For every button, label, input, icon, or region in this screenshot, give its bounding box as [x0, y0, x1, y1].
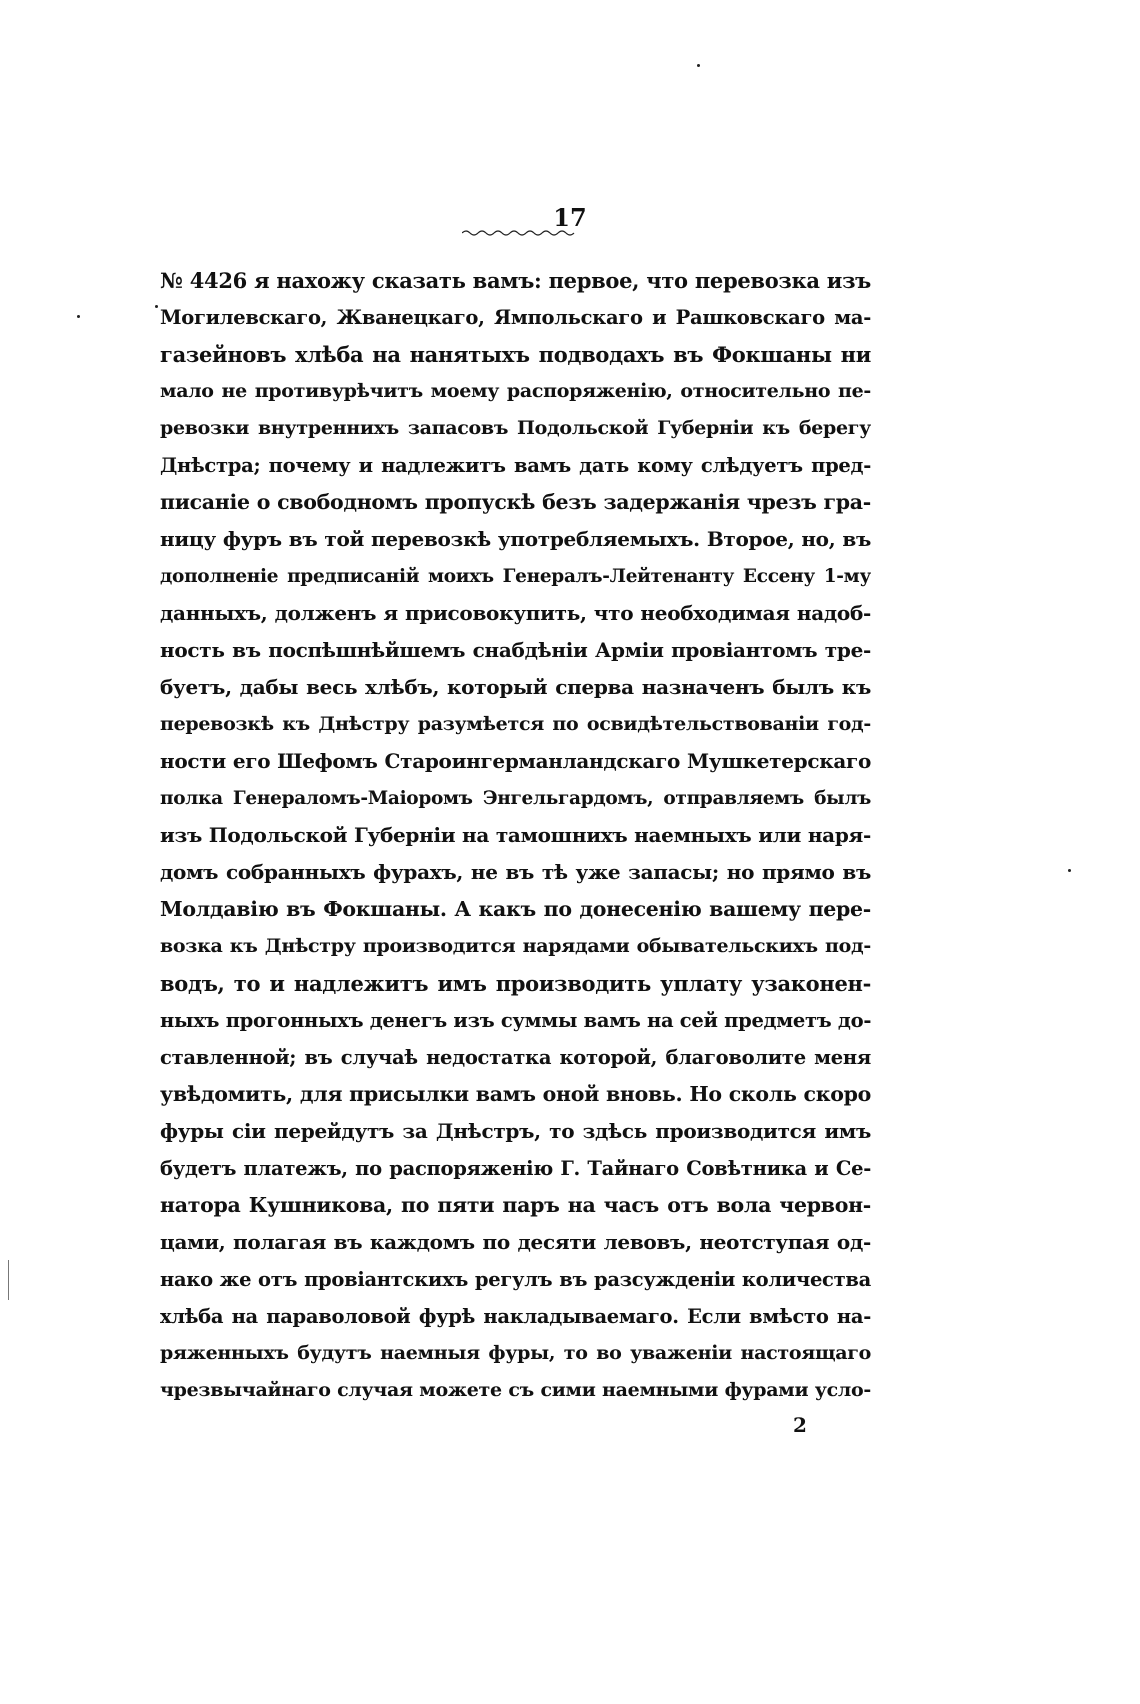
- text-line: нако же отъ провіантскихъ регулъ въ разсужденіи количества: [160, 1268, 871, 1291]
- scan-margin-line: [8, 1260, 9, 1300]
- page-number: 17: [553, 203, 587, 232]
- text-line: чрезвычайнаго случая можете съ сими наемными фурами усло-: [160, 1379, 871, 1401]
- text-line: № 4426 я нахожу сказать вамъ: первое, что перевозка изъ: [160, 268, 871, 293]
- text-line: ряженныхъ будутъ наемныя фуры, то во уваженіи настоящаго: [160, 1342, 871, 1364]
- text-line: данныхъ, долженъ я присовокупить, что необходимая надоб-: [160, 601, 871, 625]
- text-line: изъ Подольской Губерніи на тамошнихъ наемныхъ или наря-: [160, 823, 871, 847]
- scan-speck: [155, 305, 158, 308]
- text-line: Днѣстра; почему и надлежитъ вамъ дать кому слѣдуетъ пред-: [160, 454, 871, 477]
- text-line: домъ собранныхъ фурахъ, не въ тѣ уже запасы; но прямо въ: [160, 860, 871, 884]
- text-line: буетъ, дабы весь хлѣбъ, который сперва назначенъ былъ къ: [160, 675, 871, 699]
- text-line: газейновъ хлѣба на нанятыхъ подводахъ въ Фокшаны ни: [160, 342, 871, 367]
- text-line: фуры сіи перейдутъ за Днѣстръ, то здѣсь производится имъ: [160, 1119, 871, 1143]
- text-line: перевозкѣ къ Днѣстру разумѣется по освидѣтельствованіи год-: [160, 713, 871, 735]
- text-line: мало не противурѣчитъ моему распоряженію, относительно пе-: [160, 380, 871, 402]
- text-line: будетъ платежъ, по распоряженію Г. Тайнаго Совѣтника и Се-: [160, 1157, 871, 1180]
- text-line: Могилевскаго, Жванецкаго, Ямпольскаго и Рашковскаго ма-: [160, 306, 871, 329]
- scan-speck: [77, 315, 80, 318]
- text-line: возка къ Днѣстру производится нарядами обывательскихъ под-: [160, 935, 871, 957]
- scan-speck: [697, 64, 700, 67]
- text-line: цами, полагая въ каждомъ по десяти левовъ, неотступая од-: [160, 1230, 871, 1254]
- text-line: Молдавію въ Фокшаны. А какъ по донесенію вашему пере-: [160, 897, 871, 921]
- text-line: ревозки внутреннихъ запасовъ Подольской Губерніи къ берегу: [160, 417, 871, 439]
- text-line: ставленной; въ случаѣ недостатка которой, благоволите меня: [160, 1046, 871, 1069]
- signature-mark: 2: [793, 1413, 807, 1437]
- body-text: [160, 262, 871, 1409]
- text-line: ности его Шефомъ Староингерманландскаго Мушкетерскаго: [160, 749, 871, 773]
- text-line: ныхъ прогонныхъ денегъ изъ суммы вамъ на сей предметъ до-: [160, 1009, 871, 1032]
- text-line: ность въ поспѣшнѣйшемъ снабдѣніи Арміи провіантомъ тре-: [160, 638, 871, 662]
- text-line: водъ, то и надлежитъ имъ производить уплату узаконен-: [160, 971, 871, 996]
- text-line: ницу фуръ въ той перевозкѣ употребляемыхъ. Второе, но, въ: [160, 527, 871, 551]
- page-number-ornament: [462, 229, 578, 237]
- text-line: дополненіе предписаній моихъ Генералъ-Лейтенанту Ессену 1-му: [160, 566, 871, 587]
- scan-speck: [1068, 869, 1071, 872]
- text-line: хлѣба на параволовой фурѣ накладываемаго. Если вмѣсто на-: [160, 1305, 871, 1328]
- text-line: писаніе о свободномъ пропускѣ безъ задержанія чрезъ гра-: [160, 490, 871, 514]
- text-line: полка Генераломъ-Маіоромъ Энгельгардомъ, отправляемъ былъ: [160, 788, 871, 809]
- text-line: натора Кушникова, по пяти паръ на часъ отъ вола червон-: [160, 1193, 871, 1217]
- text-line: увѣдомить, для присылки вамъ оной вновь. Но сколь скоро: [160, 1082, 871, 1106]
